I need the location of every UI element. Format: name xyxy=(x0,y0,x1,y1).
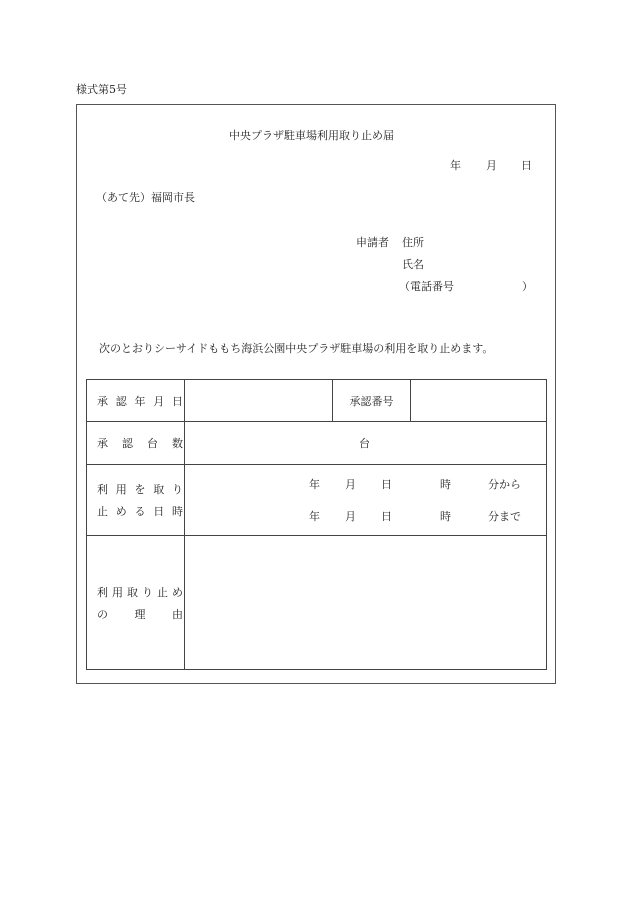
approval-count-field[interactable] xyxy=(185,422,547,465)
date-day: 日 xyxy=(521,159,532,172)
from-year: 年 xyxy=(309,478,320,491)
date-month: 月 xyxy=(486,159,497,172)
from-minute: 分から xyxy=(488,478,521,491)
name-label: 氏名 xyxy=(402,258,424,271)
cancel-datetime-field[interactable] xyxy=(185,465,547,536)
approval-date-row xyxy=(87,380,547,422)
reason-field[interactable] xyxy=(185,536,547,670)
phone-open: （電話番号 xyxy=(399,280,454,293)
reason-row xyxy=(87,536,547,670)
approval-count-row xyxy=(87,422,547,465)
to-year: 年 xyxy=(309,510,320,523)
approval-count-label: 承 認 台 数 xyxy=(87,422,185,465)
cancellation-table xyxy=(86,379,547,670)
approval-number-field[interactable] xyxy=(411,380,547,422)
form-number: 様式第5号 xyxy=(76,83,127,96)
approval-number-label: 承認番号 xyxy=(333,380,411,422)
to-month: 月 xyxy=(345,510,356,523)
date-year: 年 xyxy=(450,159,461,172)
applicant-label: 申請者 xyxy=(356,236,389,249)
count-unit: 台 xyxy=(359,437,370,450)
addressee: （あて先）福岡市長 xyxy=(96,191,195,204)
cancel-datetime-label: 利 用 を 取 り 止 め る 日 時 xyxy=(87,465,185,536)
statement: 次のとおりシーサイドももち海浜公園中央プラザ駐車場の利用を取り止めます。 xyxy=(99,342,494,355)
approval-date-field[interactable] xyxy=(185,380,333,422)
from-month: 月 xyxy=(345,478,356,491)
to-minute: 分まで xyxy=(488,510,521,523)
phone-close: ） xyxy=(522,280,533,293)
to-hour: 時 xyxy=(440,510,451,523)
form-title: 中央プラザ駐車場利用取り止め届 xyxy=(229,129,394,142)
reason-label: 利 用 取 り 止 め の 理 由 xyxy=(87,536,185,670)
address-label: 住所 xyxy=(402,236,424,249)
to-day: 日 xyxy=(381,510,392,523)
from-hour: 時 xyxy=(440,478,451,491)
approval-date-label: 承 認 年 月 日 xyxy=(87,380,185,422)
cancel-datetime-row xyxy=(87,465,547,536)
from-day: 日 xyxy=(381,478,392,491)
